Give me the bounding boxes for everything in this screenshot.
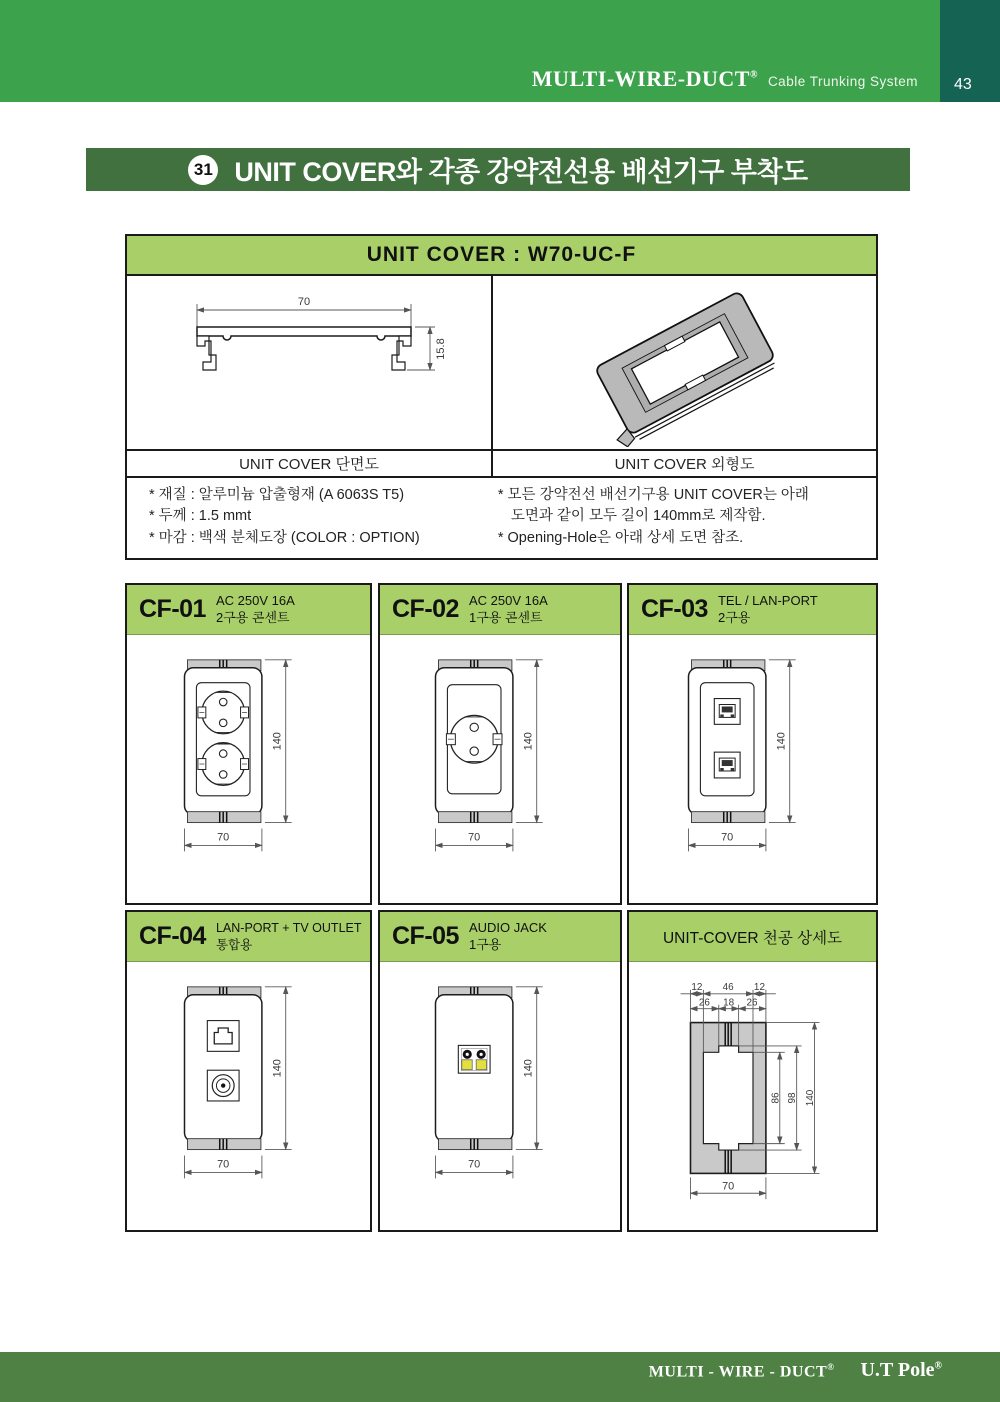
fixture-desc-line1: AUDIO JACK [468, 919, 547, 935]
fixture-desc [718, 593, 818, 627]
dim-mid-right: 26 [745, 997, 758, 1009]
width-dim: 70 [216, 1157, 229, 1170]
fixture-panel-cf01 [125, 583, 372, 905]
fixture-body [127, 635, 370, 902]
footer-logo-text: U.T Pole [860, 1359, 935, 1381]
unit-cover-isometric-drawing [496, 279, 874, 447]
perforation-detail-panel [627, 910, 878, 1232]
notes-right-column [488, 485, 870, 549]
fixture-body [127, 962, 370, 1229]
fixture-body [380, 635, 620, 902]
section-number: 31 [193, 159, 213, 179]
cf03-drawing [638, 640, 868, 898]
unit-cover-section-drawing [139, 283, 479, 443]
fixture-header-cf04 [127, 912, 370, 962]
fixture-desc-line1: TEL / LAN-PORT [717, 592, 818, 608]
dim-mid-center: 18 [722, 997, 734, 1009]
section-view-caption: UNIT COVER 단면도 [239, 456, 379, 473]
note-opening-hole: * Opening-Hole은 아래 상세 도면 참조. [497, 529, 744, 546]
fixture-desc-line2: 2구용 [717, 609, 751, 625]
outline-view-cell [491, 276, 876, 449]
dim-top-center: 46 [722, 981, 734, 993]
note-finish: * 마감 : 백색 분체도장 (COLOR : OPTION) [149, 529, 420, 546]
unit-cover-captions-row [127, 449, 876, 476]
fixture-code: CF-05 [392, 922, 459, 950]
section-width-dim: 70 [297, 295, 311, 308]
footer-registered-mark: ® [827, 1361, 835, 1372]
height-dim: 140 [775, 731, 788, 750]
fixture-code: CF-01 [139, 595, 206, 623]
fixture-header-cf02 [380, 585, 620, 635]
dim-top-right: 12 [753, 981, 765, 993]
height-dim: 140 [271, 1058, 284, 1077]
fixture-desc-line2: 1구용 [468, 936, 502, 952]
footer-logo-registered-mark: ® [934, 1360, 942, 1372]
dim-inner-height: 86 [769, 1091, 781, 1104]
outline-view-caption: UNIT COVER 외형도 [491, 451, 876, 476]
dim-width: 70 [721, 1179, 734, 1192]
height-dim: 140 [522, 1058, 535, 1077]
width-dim: 70 [468, 830, 481, 843]
height-dim: 140 [271, 731, 284, 750]
height-dim: 140 [522, 731, 535, 750]
fixture-panel-cf05 [378, 910, 622, 1232]
fixture-desc [469, 593, 548, 627]
perforation-detail-title: UNIT-COVER 천공 상세도 [662, 929, 843, 947]
notes-left-column [149, 485, 488, 549]
fixture-panel-cf02 [378, 583, 622, 905]
fixture-body [629, 962, 876, 1229]
section-title: UNIT COVER와 각종 강약전선용 배선기구 부착도 [234, 157, 808, 187]
note-length-line2: 도면과 같이 모두 길이 140mm로 제작함. [510, 508, 766, 525]
fixture-header-cf03 [629, 585, 876, 635]
unit-cover-notes [127, 476, 876, 558]
fixture-code: CF-03 [641, 595, 708, 623]
section-title-banner [86, 148, 910, 191]
width-dim: 70 [720, 830, 733, 843]
perforation-detail-header [629, 912, 876, 962]
fixture-body [380, 962, 620, 1229]
page-number-tab [940, 0, 1000, 102]
footer-logo [860, 1359, 942, 1382]
fixture-panel-cf04 [125, 910, 372, 1232]
fixture-desc-line1: LAN-PORT + TV OUTLET [215, 921, 362, 936]
page-footer-band [0, 1352, 1000, 1402]
section-height-dim: 15.8 [435, 337, 447, 360]
unit-cover-drawings-row [127, 276, 876, 449]
dim-total-height: 140 [804, 1089, 816, 1106]
footer-brand [649, 1362, 835, 1381]
fixture-desc-line2: 1구용 콘센트 [468, 609, 543, 625]
fixture-header-cf05 [380, 912, 620, 962]
cf01-drawing [134, 640, 364, 898]
footer-brand-text: MULTI - WIRE - DUCT [648, 1363, 828, 1380]
perforation-detail-drawing [638, 967, 868, 1225]
fixture-desc-line1: AC 250V 16A [468, 592, 548, 608]
section-view-cell [127, 276, 491, 449]
fixture-header-cf01 [127, 585, 370, 635]
fixture-desc [216, 920, 362, 953]
fixture-code: CF-04 [139, 922, 206, 950]
dim-top-left: 12 [690, 981, 702, 993]
footer-brand-block [649, 1359, 942, 1382]
brand-block [532, 66, 918, 92]
brand-text: MULTI-WIRE-DUCT [531, 66, 750, 91]
fixture-desc [469, 920, 547, 954]
unit-cover-table [125, 234, 878, 560]
fixture-code: CF-02 [392, 595, 459, 623]
registered-mark: ® [749, 69, 758, 81]
page-number: 43 [954, 76, 972, 93]
fixture-desc-line1: AC 250V 16A [215, 592, 295, 608]
fixture-desc-line2: 통합용 [215, 937, 253, 952]
page-header-band [0, 0, 1000, 102]
fixture-body [629, 635, 876, 902]
cf02-drawing [385, 640, 615, 898]
fixture-desc [216, 593, 295, 627]
width-dim: 70 [468, 1157, 481, 1170]
unit-cover-model-title: UNIT COVER : W70-UC-F [127, 236, 876, 276]
cf05-drawing [385, 967, 615, 1225]
section-number-badge [188, 155, 218, 185]
dim-mid-left: 26 [698, 997, 710, 1009]
brand-title [532, 66, 758, 92]
brand-tagline: Cable Trunking System [767, 74, 918, 89]
note-thickness: * 두께 : 1.5 mmt [149, 508, 252, 525]
width-dim: 70 [216, 830, 229, 843]
fixture-desc-line2: 2구용 콘센트 [215, 609, 290, 625]
note-material: * 재질 : 알루미늄 압출형재 (A 6063S T5) [149, 487, 405, 503]
cf04-drawing [134, 967, 364, 1225]
dim-notch-height: 98 [786, 1091, 798, 1104]
note-length-line1: * 모든 강약전선 배선기구용 UNIT COVER는 아래 [497, 487, 809, 503]
fixture-panel-cf03 [627, 583, 878, 905]
